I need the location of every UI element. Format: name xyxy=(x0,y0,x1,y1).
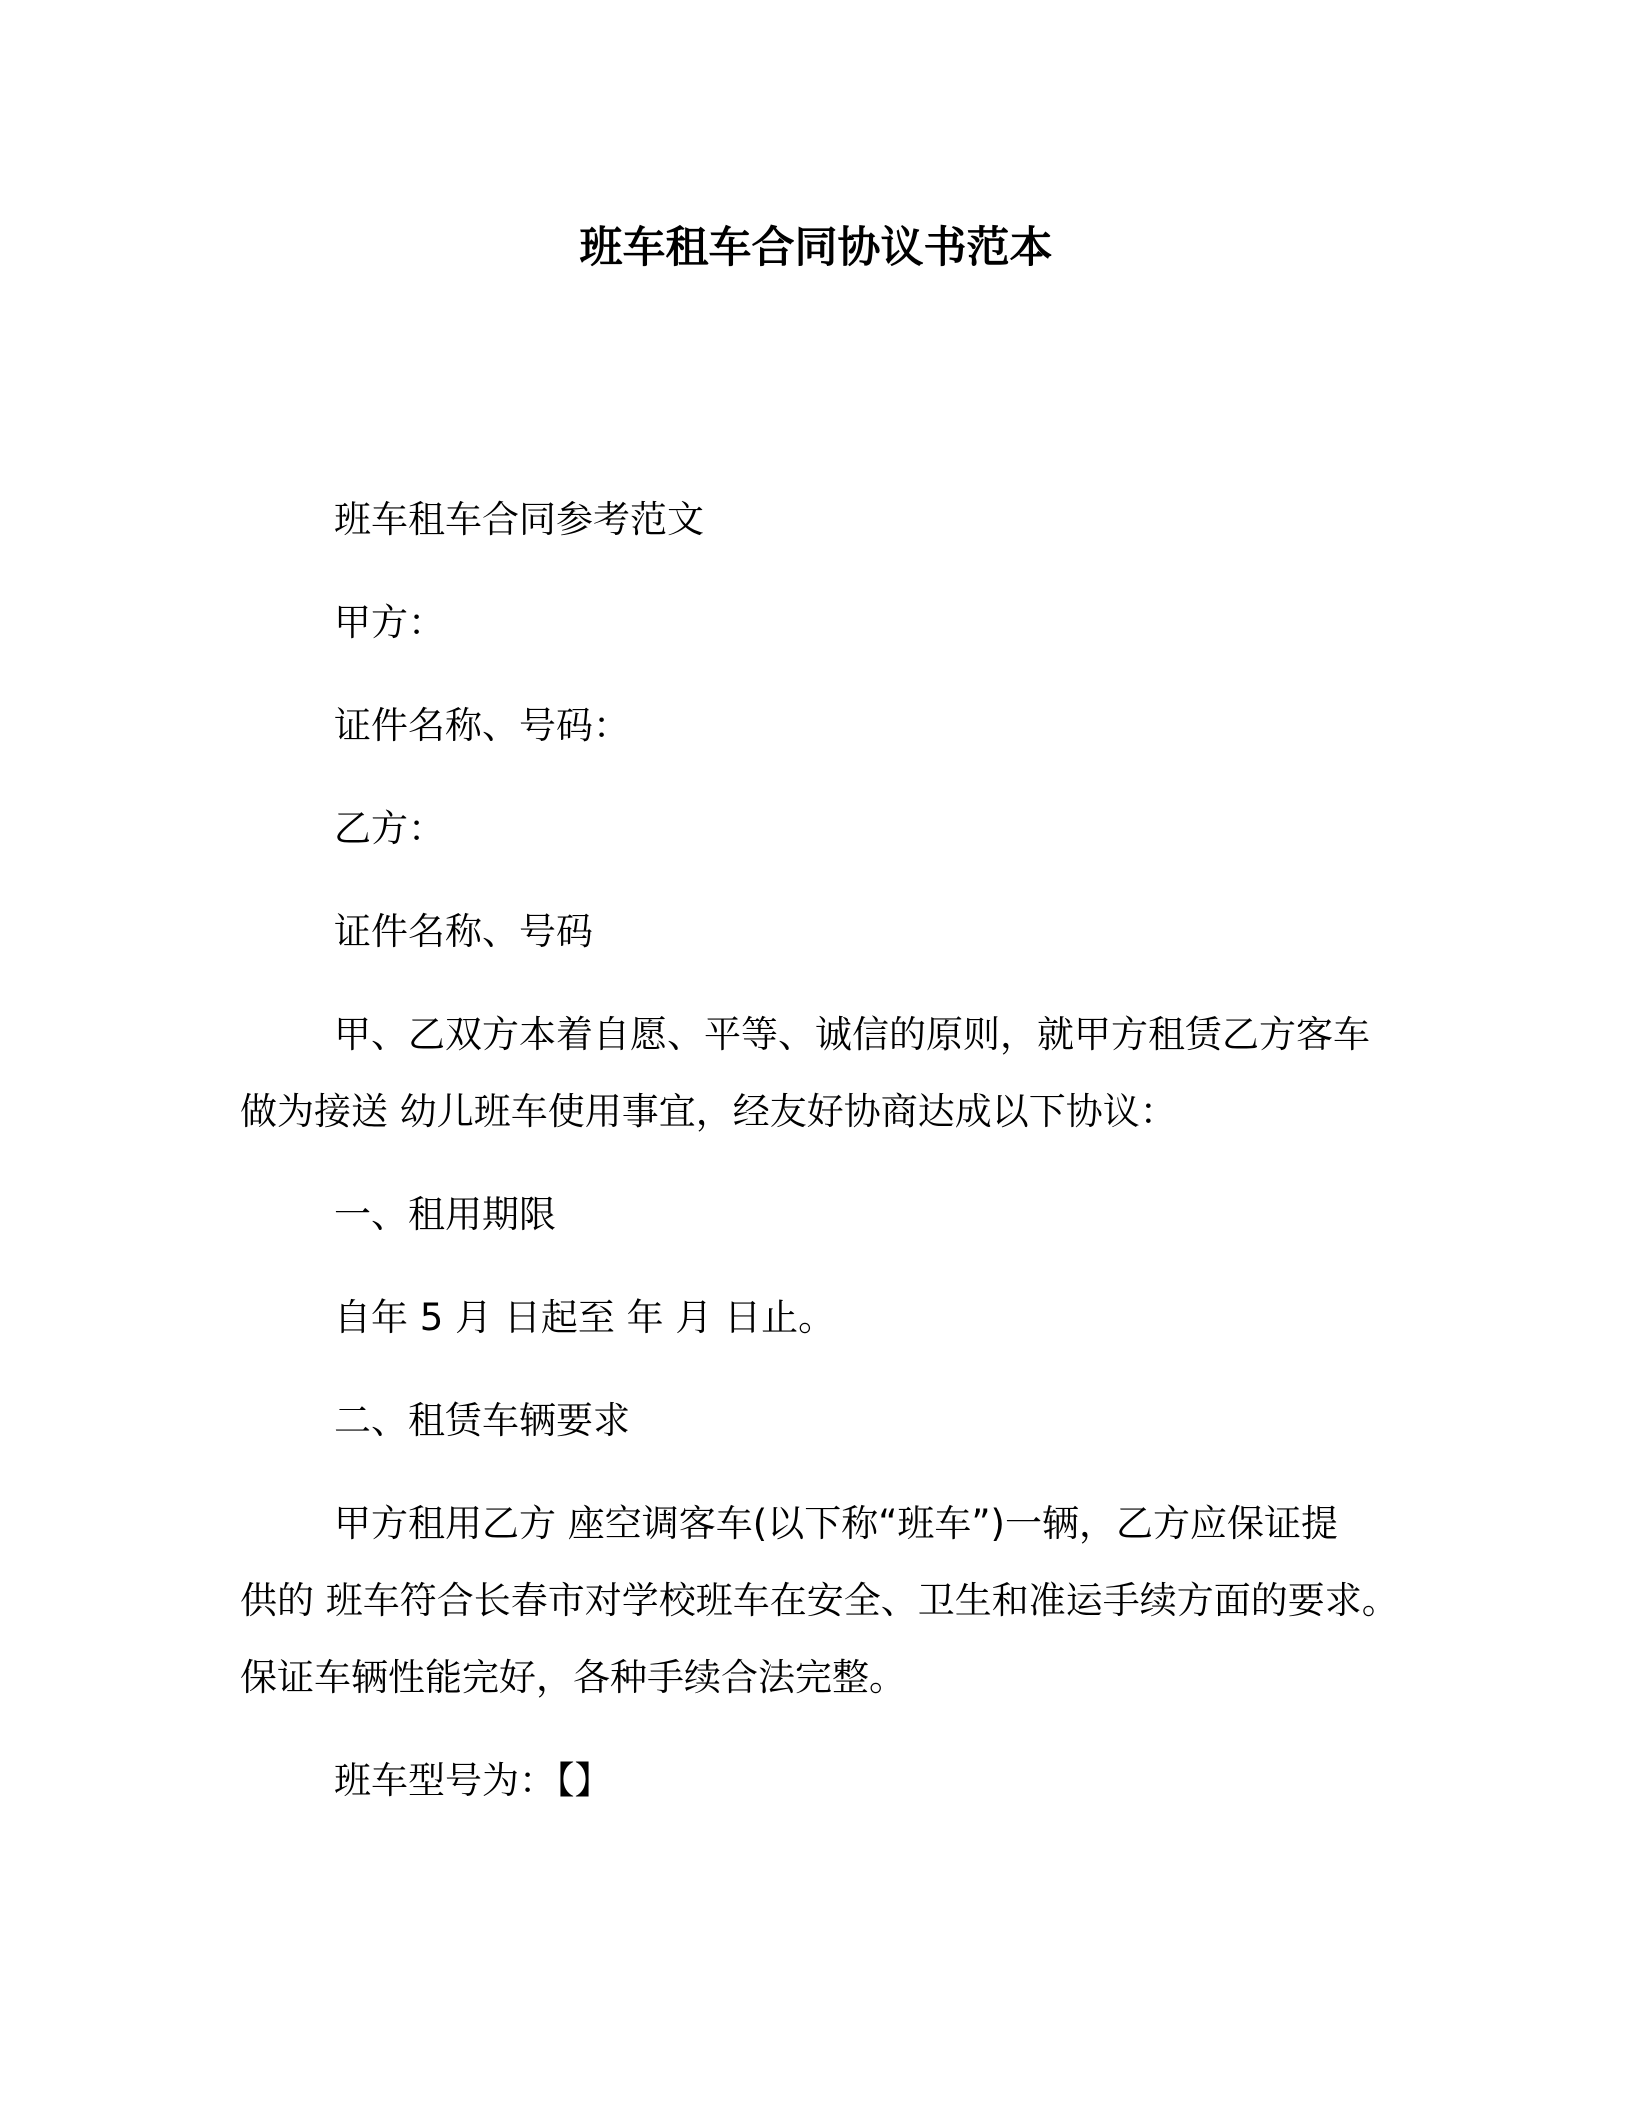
section-2-text-line-1: 甲方租用乙方 座空调客车(以下称“班车”)一辆，乙方应保证提 xyxy=(334,1502,1338,1545)
bus-model-line: 班车型号为：【】 xyxy=(334,1759,612,1802)
preamble-line-1: 甲、乙双方本着自愿、平等、诚信的原则，就甲方租赁乙方客车 xyxy=(334,1013,1370,1056)
section-2-text-line-3: 保证车辆性能完好，各种手续合法完整。 xyxy=(240,1656,906,1699)
subtitle-line: 班车租车合同参考范文 xyxy=(334,498,704,541)
preamble-line-2: 做为接送 幼儿班车使用事宜，经友好协商达成以下协议： xyxy=(240,1090,1177,1133)
section-2-text-line-2: 供的 班车符合长春市对学校班车在安全、卫生和准运手续方面的要求。 xyxy=(240,1579,1399,1622)
party-b-line: 乙方： xyxy=(334,807,445,850)
section-1-text: 自年 5 月 日起至 年 月 日止。 xyxy=(334,1296,836,1339)
party-b-id-line: 证件名称、号码 xyxy=(334,910,593,953)
party-a-line: 甲方： xyxy=(334,601,445,644)
section-1-heading: 一、租用期限 xyxy=(334,1193,556,1236)
party-a-id-line: 证件名称、号码： xyxy=(334,704,630,747)
section-2-heading: 二、租赁车辆要求 xyxy=(334,1399,630,1442)
document-title: 班车租车合同协议书范本 xyxy=(579,223,1053,273)
